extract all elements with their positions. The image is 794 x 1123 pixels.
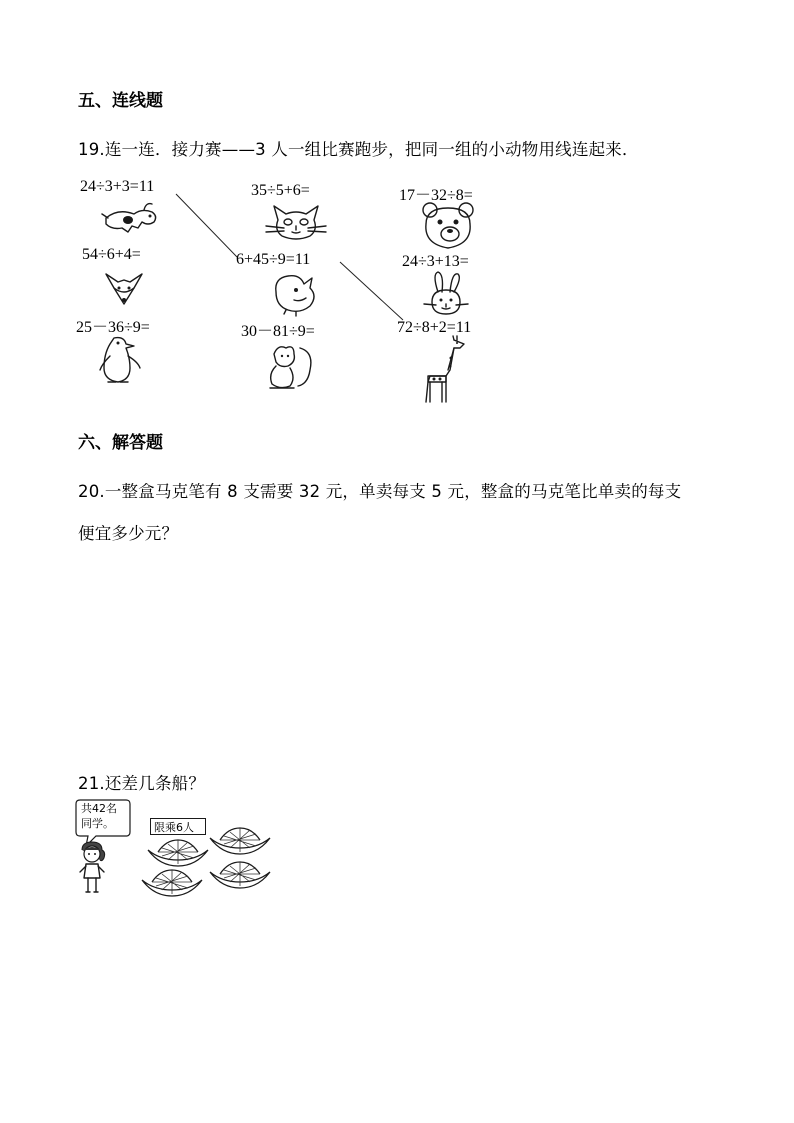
equation-giraffe: 72÷8+2=11 — [397, 319, 472, 336]
equation-fox: 54÷6+4= — [82, 246, 141, 263]
equation-bear: 17－32÷8= — [399, 187, 473, 204]
question-20-line-2: 便宜多少元？ — [78, 524, 179, 543]
equation-mouse: 30－81÷9= — [241, 323, 315, 340]
equation-dog: 24÷3+3=11 — [80, 178, 155, 195]
equation-rabbit: 24÷3+13= — [402, 253, 469, 270]
question-21-text: 21.还差几条船？ — [78, 774, 206, 793]
question-20-line-1: 20.一整盒马克笔有 8 支需要 32 元，单卖每支 5 元，整盒的马克笔比单卖的每支 — [78, 482, 682, 501]
boat-icon — [208, 858, 272, 890]
question-19-text: 19.连一连．接力赛——3 人一组比赛跑步，把同一组的小动物用线连起来． — [78, 140, 639, 159]
bubble-line-1: 共42名 — [81, 802, 117, 815]
section-heading-answer: 六、解答题 — [78, 433, 163, 453]
equation-penguin: 25－36÷9= — [76, 319, 150, 336]
girl-icon — [76, 842, 116, 898]
boat-icon — [208, 824, 272, 856]
section-heading-matching: 五、连线题 — [78, 91, 163, 111]
equation-squirrel: 6+45÷9=11 — [236, 251, 311, 268]
capacity-sign-label: 限乘6人 — [154, 821, 194, 834]
boat-icon — [140, 866, 204, 898]
equation-cat: 35÷5+6= — [251, 182, 310, 199]
boat-icon — [146, 836, 210, 868]
bubble-line-2: 同学。 — [81, 817, 114, 830]
